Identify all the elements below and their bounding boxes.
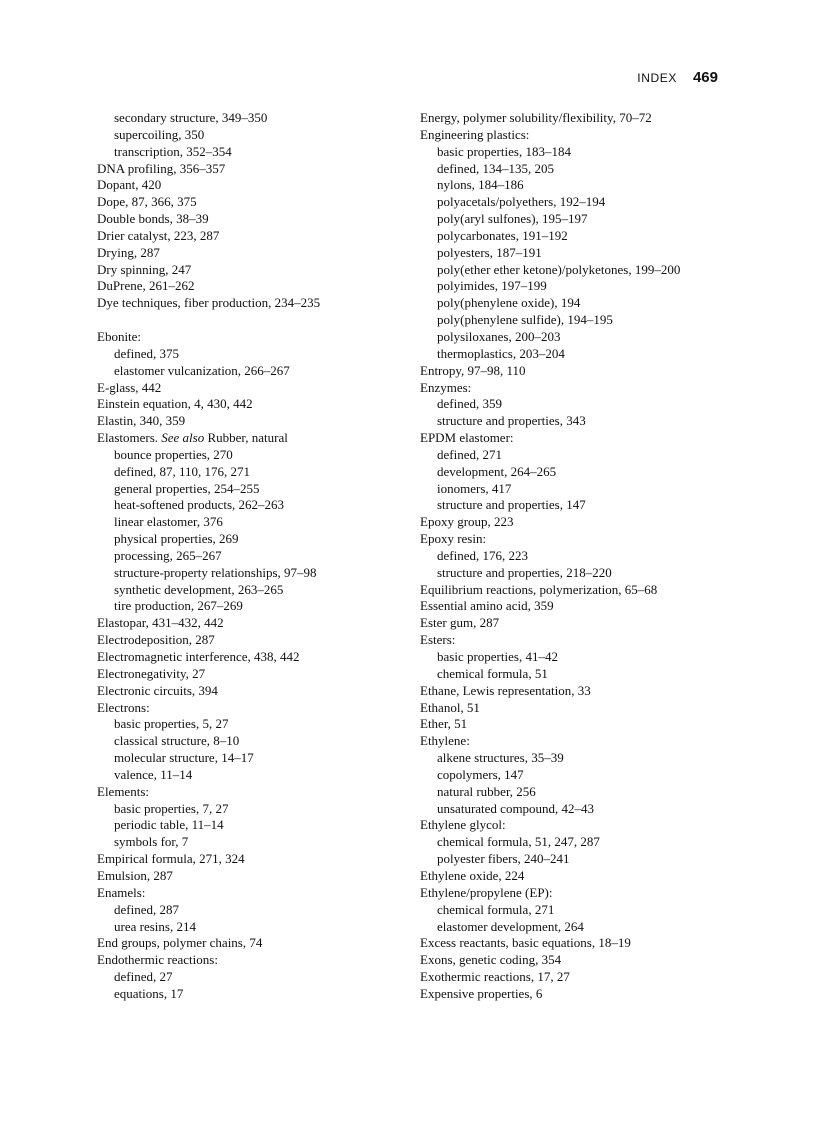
- entry-text: Ethylene/propylene (EP):: [420, 884, 553, 900]
- entry-text: alkene structures, 35–39: [437, 750, 564, 766]
- index-entry: [97, 700, 397, 717]
- index-entry: [420, 430, 750, 447]
- index-subentry: [97, 767, 397, 784]
- entry-text: synthetic development, 263–265: [114, 581, 284, 597]
- entry-text: basic properties, 183–184: [437, 143, 571, 159]
- index-subentry: [420, 262, 750, 279]
- index-subentry: [420, 851, 750, 868]
- entry-text: Enzymes:: [420, 379, 472, 395]
- page-number: 469: [692, 69, 718, 86]
- index-subentry: [97, 144, 397, 161]
- index-entry: [420, 531, 750, 548]
- entry-text: elastomer development, 264: [437, 918, 584, 934]
- index-entry: [420, 598, 750, 615]
- index-subentry: [97, 346, 397, 363]
- index-subentry: [420, 649, 750, 666]
- index-entry: [97, 262, 397, 279]
- index-subentry: [97, 548, 397, 565]
- entry-text: Expensive properties, 6: [420, 985, 543, 1001]
- entry-text: Elastopar, 431–432, 442: [97, 615, 224, 631]
- entry-text: Ether, 51: [420, 716, 468, 732]
- entry-text: molecular structure, 14–17: [114, 750, 254, 766]
- entry-text: poly(aryl sulfones), 195–197: [437, 211, 588, 227]
- index-subentry: [420, 278, 750, 295]
- index-subentry: [97, 801, 397, 818]
- entry-text: structure and properties, 218–220: [437, 564, 612, 580]
- entry-text: Drier catalyst, 223, 287: [97, 227, 220, 243]
- entry-text: ionomers, 417: [437, 480, 512, 496]
- index-subentry: [97, 733, 397, 750]
- entry-text: Electrons:: [97, 699, 150, 715]
- entry-text: Ethane, Lewis representation, 33: [420, 682, 591, 698]
- index-entry: [97, 380, 397, 397]
- index-entry: [97, 666, 397, 683]
- entry-text: valence, 11–14: [114, 766, 193, 782]
- entry-text: DuPrene, 261–262: [97, 278, 195, 294]
- index-entry: [420, 817, 750, 834]
- entry-text: Ethylene glycol:: [420, 817, 506, 833]
- entry-text: chemical formula, 51: [437, 665, 548, 681]
- entry-text: chemical formula, 271: [437, 901, 555, 917]
- index-subentry: [97, 919, 397, 936]
- entry-text: thermoplastics, 203–204: [437, 345, 565, 361]
- index-entry: [97, 952, 397, 969]
- entry-text: physical properties, 269: [114, 531, 239, 547]
- index-subentry: [420, 194, 750, 211]
- entry-text: symbols for, 7: [114, 834, 189, 850]
- index-entry: [97, 278, 397, 295]
- entry-text: Electronegativity, 27: [97, 665, 206, 681]
- entry-text: polyacetals/polyethers, 192–194: [437, 194, 606, 210]
- entry-text: poly(phenylene oxide), 194: [437, 295, 581, 311]
- index-subentry: [97, 750, 397, 767]
- index-subentry: [420, 767, 750, 784]
- index-entry: [420, 514, 750, 531]
- index-entry: [420, 380, 750, 397]
- index-subentry: [97, 531, 397, 548]
- index-entry: [420, 733, 750, 750]
- entry-text: Dye techniques, fiber production, 234–235: [97, 295, 321, 311]
- index-entry: [420, 683, 750, 700]
- index-entry: [97, 161, 397, 178]
- index-subentry: [420, 447, 750, 464]
- entry-text: chemical formula, 51, 247, 287: [437, 834, 600, 850]
- entry-text: Epoxy resin:: [420, 531, 487, 547]
- entry-text: development, 264–265: [437, 463, 557, 479]
- entry-text: Essential amino acid, 359: [420, 598, 554, 614]
- entry-text: Ethanol, 51: [420, 699, 480, 715]
- index-subentry: [420, 565, 750, 582]
- entry-text: processing, 265–267: [114, 547, 222, 563]
- index-entry: [420, 363, 750, 380]
- entry-text: poly(phenylene sulfide), 194–195: [437, 312, 613, 328]
- index-subentry: [97, 817, 397, 834]
- entry-text: Epoxy group, 223: [420, 514, 514, 530]
- entry-text: polyesters, 187–191: [437, 244, 542, 260]
- index-entry: [420, 615, 750, 632]
- entry-text: basic properties, 41–42: [437, 649, 558, 664]
- index-subentry: [420, 497, 750, 514]
- entry-text: nylons, 184–186: [437, 177, 524, 193]
- entry-text: elastomer vulcanization, 266–267: [114, 362, 290, 378]
- index-entry: [420, 582, 750, 599]
- index-subentry: [97, 565, 397, 582]
- index-subentry: [420, 784, 750, 801]
- entry-text: secondary structure, 349–350: [114, 110, 268, 125]
- index-entry: [97, 851, 397, 868]
- index-subentry: [97, 363, 397, 380]
- entry-text: Dope, 87, 366, 375: [97, 194, 197, 210]
- entry-text: polyimides, 197–199: [437, 278, 547, 294]
- index-entry: [97, 295, 397, 312]
- index-subentry: [420, 329, 750, 346]
- index-entry: [420, 969, 750, 986]
- index-subentry: [420, 481, 750, 498]
- entry-text: Esters:: [420, 632, 456, 648]
- entry-text: urea resins, 214: [114, 918, 196, 934]
- index-subentry: [420, 346, 750, 363]
- index-subentry: [420, 295, 750, 312]
- entry-text: defined, 359: [437, 396, 502, 412]
- index-subentry: [420, 834, 750, 851]
- entry-text: Emulsion, 287: [97, 867, 173, 883]
- index-entry: [97, 194, 397, 211]
- entry-text: general properties, 254–255: [114, 480, 260, 496]
- index-subentry: [420, 666, 750, 683]
- index-entry: [420, 716, 750, 733]
- index-entry: [420, 986, 750, 1003]
- index-column-left: [97, 110, 397, 1003]
- entry-text: Exons, genetic coding, 354: [420, 952, 562, 968]
- entry-text: structure-property relationships, 97–98: [114, 564, 317, 580]
- entry-text: polysiloxanes, 200–203: [437, 328, 561, 344]
- index-subentry: [420, 396, 750, 413]
- entry-text: poly(ether ether ketone)/polyketones, 199–200: [437, 261, 681, 277]
- index-subentry: [420, 177, 750, 194]
- entry-text: End groups, polymer chains, 74: [97, 935, 263, 951]
- index-subentry: [97, 481, 397, 498]
- index-entry: [420, 700, 750, 717]
- entry-text: Einstein equation, 4, 430, 442: [97, 396, 253, 412]
- index-entry: [97, 632, 397, 649]
- index-entry: [420, 885, 750, 902]
- entry-text: Ebonite:: [97, 328, 142, 344]
- entry-text: polycarbonates, 191–192: [437, 227, 568, 243]
- index-subentry: [420, 902, 750, 919]
- entry-text: tire production, 267–269: [114, 598, 243, 614]
- index-subentry: [97, 514, 397, 531]
- entry-text: Ethylene:: [420, 733, 470, 749]
- index-entry: [97, 177, 397, 194]
- entry-text: defined, 176, 223: [437, 547, 528, 563]
- entry-text: DNA profiling, 356–357: [97, 160, 226, 176]
- index-subentry: [420, 161, 750, 178]
- index-subentry: [420, 144, 750, 161]
- entry-text: Electrodeposition, 287: [97, 632, 215, 648]
- entry-text: Double bonds, 38–39: [97, 211, 209, 227]
- index-subentry: [420, 228, 750, 245]
- running-header: [637, 69, 718, 89]
- entry-text: Dry spinning, 247: [97, 261, 192, 277]
- index-entry: [420, 952, 750, 969]
- index-entry: [97, 396, 397, 413]
- index-subentry: [420, 801, 750, 818]
- entry-text: defined, 134–135, 205: [437, 160, 554, 176]
- index-entry: [97, 649, 397, 666]
- index-subentry: [97, 986, 397, 1003]
- index-subentry: [97, 464, 397, 481]
- index-subentry: [97, 497, 397, 514]
- cross-reference-target: Rubber, natural: [204, 430, 288, 446]
- entry-text: Equilibrium reactions, polymerization, 65–68: [420, 581, 658, 597]
- entry-text: Electromagnetic interference, 438, 442: [97, 649, 300, 664]
- entry-text: Engineering plastics:: [420, 126, 530, 142]
- entry-text: unsaturated compound, 42–43: [437, 800, 595, 816]
- index-entry: [97, 245, 397, 262]
- index-entry: [97, 784, 397, 801]
- index-column-right: [420, 110, 750, 1003]
- entry-text: natural rubber, 256: [437, 783, 536, 799]
- entry-text: Elastomers.: [97, 430, 162, 446]
- entry-text: defined, 271: [437, 446, 502, 462]
- entry-text: Enamels:: [97, 884, 146, 900]
- entry-text: Exothermic reactions, 17, 27: [420, 969, 570, 985]
- index-subentry: [97, 834, 397, 851]
- entry-text: Energy, polymer solubility/flexibility, 70–72: [420, 110, 652, 125]
- entry-text: Elastin, 340, 359: [97, 413, 186, 429]
- entry-text: Elements:: [97, 783, 149, 799]
- entry-text: defined, 27: [114, 969, 173, 985]
- index-subentry: [97, 582, 397, 599]
- index-entry: [97, 683, 397, 700]
- entry-text: equations, 17: [114, 985, 184, 1001]
- index-entry: [420, 868, 750, 885]
- index-subentry: [420, 919, 750, 936]
- index-entry: [97, 413, 397, 430]
- entry-text: Electronic circuits, 394: [97, 682, 218, 698]
- entry-text: structure and properties, 147: [437, 497, 586, 513]
- index-subentry: [97, 598, 397, 615]
- entry-text: basic properties, 5, 27: [114, 716, 229, 732]
- index-subentry: [97, 716, 397, 733]
- index-subentry: [97, 969, 397, 986]
- index-entry: [420, 127, 750, 144]
- entry-text: defined, 87, 110, 176, 271: [114, 463, 250, 479]
- index-subentry: [420, 464, 750, 481]
- entry-text: supercoiling, 350: [114, 126, 205, 142]
- entry-text: defined, 375: [114, 345, 179, 361]
- index-subentry: [420, 245, 750, 262]
- index-subentry: [420, 312, 750, 329]
- index-subentry: [420, 750, 750, 767]
- entry-text: Endothermic reactions:: [97, 952, 218, 968]
- index-subentry: [420, 413, 750, 430]
- cross-reference-label: See also: [161, 430, 205, 446]
- entry-text: Drying, 287: [97, 244, 160, 260]
- entry-text: transcription, 352–354: [114, 143, 232, 159]
- index-entry: [97, 430, 397, 447]
- entry-text: E-glass, 442: [97, 379, 162, 395]
- index-subentry: [420, 548, 750, 565]
- index-entry: [420, 110, 750, 127]
- entry-text: bounce properties, 270: [114, 446, 233, 462]
- entry-text: Empirical formula, 271, 324: [97, 851, 245, 867]
- index-entry: [97, 211, 397, 228]
- index-subentry: [420, 211, 750, 228]
- index-entry: [420, 935, 750, 952]
- entry-text: Entropy, 97–98, 110: [420, 362, 526, 378]
- index-subentry: [97, 902, 397, 919]
- entry-text: Ester gum, 287: [420, 615, 500, 631]
- entry-text: periodic table, 11–14: [114, 817, 224, 833]
- index-entry: [97, 868, 397, 885]
- entry-text: Ethylene oxide, 224: [420, 867, 525, 883]
- entry-text: linear elastomer, 376: [114, 514, 223, 530]
- entry-text: classical structure, 8–10: [114, 733, 240, 749]
- entry-text: defined, 287: [114, 901, 179, 917]
- entry-text: structure and properties, 343: [437, 413, 586, 429]
- entry-text: copolymers, 147: [437, 766, 524, 782]
- index-entry: [97, 228, 397, 245]
- entry-text: Dopant, 420: [97, 177, 162, 193]
- entry-text: heat-softened products, 262–263: [114, 497, 285, 513]
- index-subentry: [97, 110, 397, 127]
- entry-text: Excess reactants, basic equations, 18–19: [420, 935, 631, 951]
- index-entry: [97, 329, 397, 346]
- header-label: INDEX: [637, 71, 677, 85]
- index-subentry: [97, 127, 397, 144]
- section-gap: [97, 312, 397, 329]
- entry-text: polyester fibers, 240–241: [437, 851, 570, 867]
- index-entry: [97, 935, 397, 952]
- index-entry: [420, 632, 750, 649]
- entry-text: EPDM elastomer:: [420, 430, 514, 446]
- index-entry: [97, 615, 397, 632]
- index-subentry: [97, 447, 397, 464]
- entry-text: basic properties, 7, 27: [114, 800, 229, 816]
- index-entry: [97, 885, 397, 902]
